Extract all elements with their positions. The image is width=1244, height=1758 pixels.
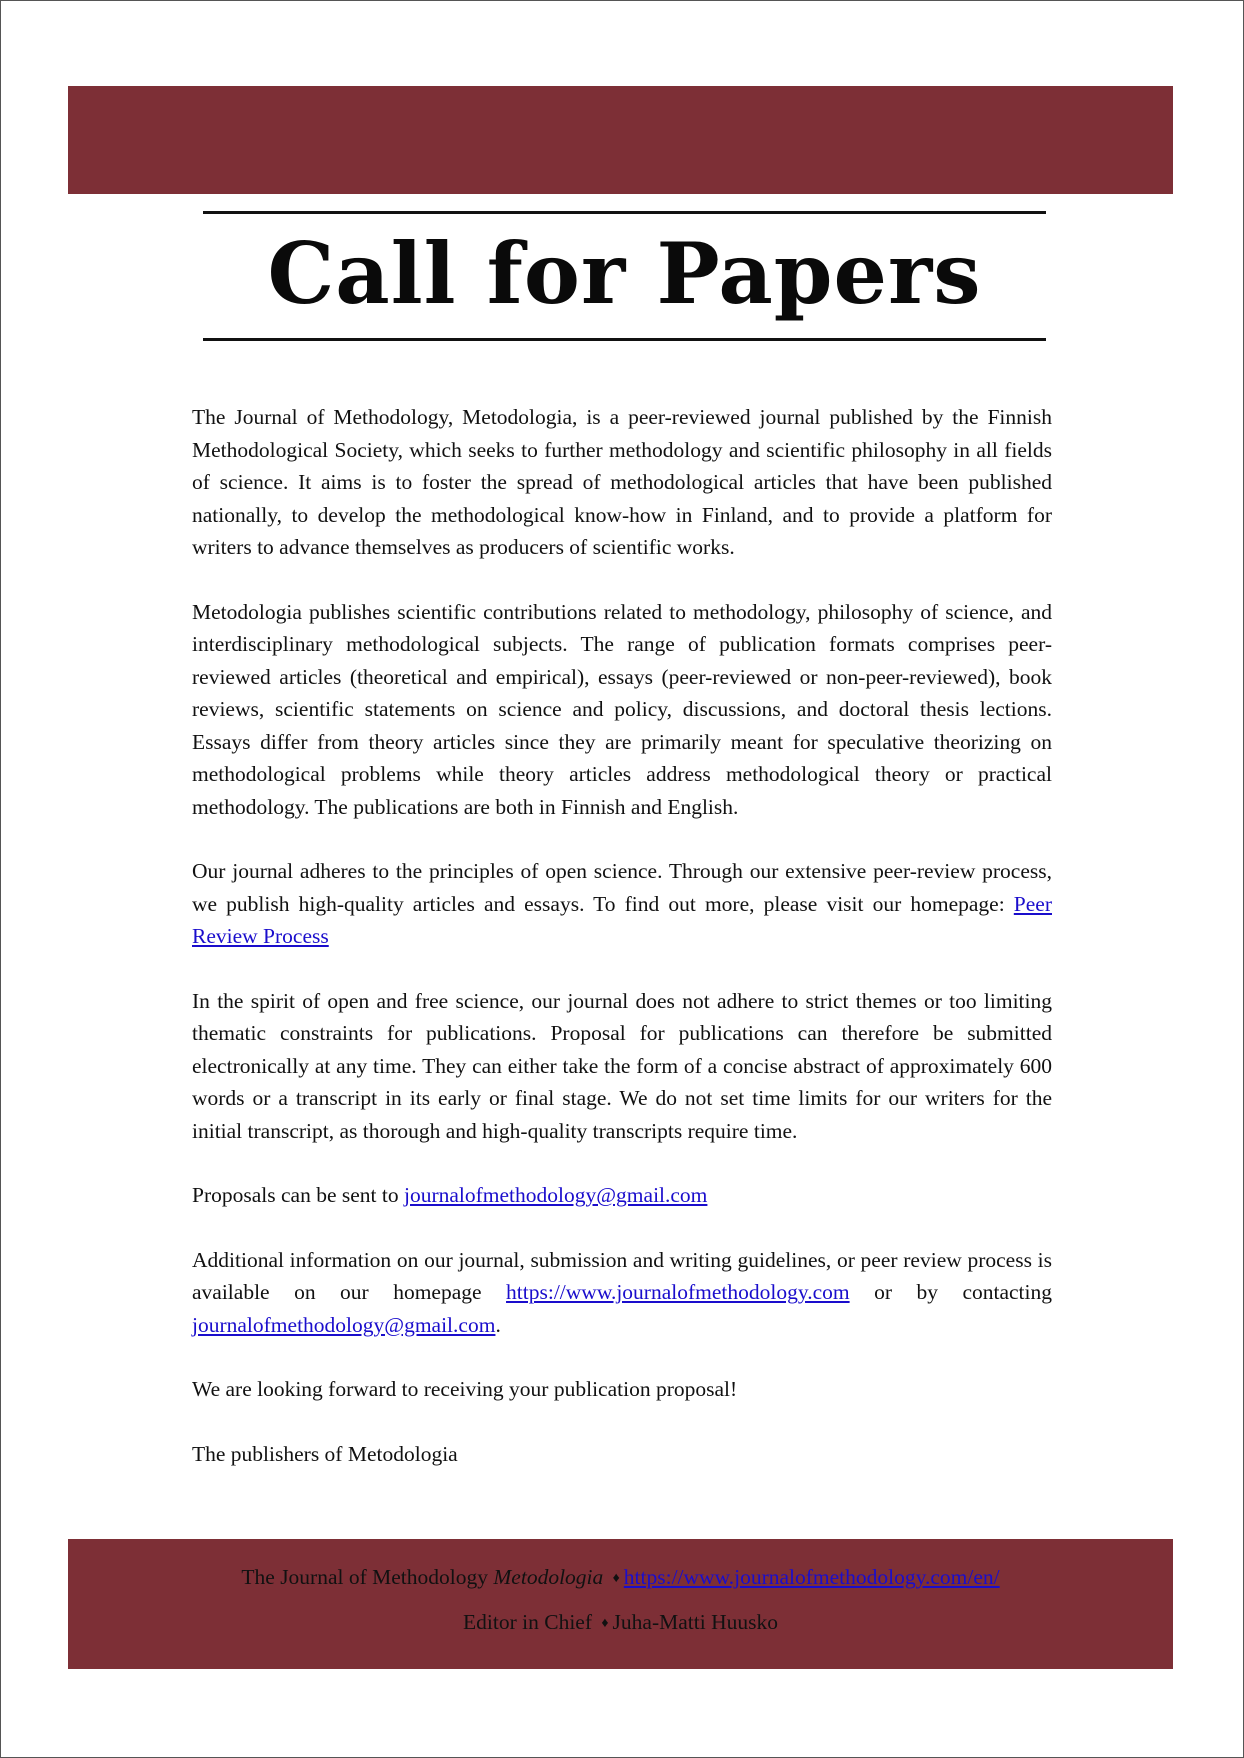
additional-info-period: . xyxy=(495,1312,501,1337)
paragraph-additional-info xyxy=(192,1244,1052,1342)
diamond-icon: ♦ xyxy=(612,1571,620,1586)
paragraph-open-science xyxy=(192,855,1052,953)
page-title: Call for Papers xyxy=(267,224,982,323)
header-band xyxy=(68,86,1173,194)
additional-info-text-2: or by contacting xyxy=(849,1280,1052,1304)
homepage-link[interactable]: https://www.journalofmethodology.com xyxy=(506,1280,850,1304)
email-link[interactable]: journalofmethodology@gmail.com xyxy=(403,1183,708,1207)
additional-info-text: Additional information on our journal, submission and writing guidelines, or peer review process is available on our homepage xyxy=(192,1247,1052,1304)
title-rule-bottom xyxy=(203,338,1046,341)
footer-url-link[interactable]: https://www.journalofmethodology.com/en/ xyxy=(623,1565,1000,1589)
title-rule-top xyxy=(203,211,1046,214)
footer-editor-name: Juha-Matti Huusko xyxy=(612,1610,778,1634)
diamond-icon: ♦ xyxy=(601,1616,609,1631)
footer-journal-line xyxy=(68,1565,1173,1590)
paragraph-publications: Metodologia publishes scientific contributions related to methodology, philosophy of science, and interdisciplinary methodological subjects. The range of publication formats comprises peer-reviewed articles (theoretical and empirical), essays (peer-reviewed or non-peer-reviewed), book reviews, scientific statements on science and policy, discussions, and doctoral thesis lections. Essays differ from theory articles since they are primarily meant for speculative theorizing on methodological problems while theory articles address methodological theory or practical methodology. The publications are both in Finnish and English. xyxy=(192,599,1052,819)
peer-review-process-link[interactable]: Peer Review Process xyxy=(192,891,1052,948)
paragraph-proposals xyxy=(192,1179,1052,1212)
footer-editor-label: Editor in Chief xyxy=(463,1610,593,1634)
open-science-text: Our journal adheres to the principles of open science. Through our extensive peer-review process, we publish high-quality articles and essays. To find out more, please visit our homepage: xyxy=(192,859,1052,916)
footer-editor-line xyxy=(68,1610,1173,1635)
paragraph-signature: The publishers of Metodologia xyxy=(192,1441,458,1466)
footer-journal-name: The Journal of Methodology xyxy=(241,1565,494,1589)
proposals-text: Proposals can be sent to xyxy=(192,1183,404,1207)
paragraph-submission: In the spirit of open and free science, our journal does not adhere to strict themes or too limiting thematic constraints for publications. Proposal for publications can therefore be submitted electronically at any time. They can either take the form of a concise abstract of approximately 600 words or a transcript in its early or final stage. We do not set time limits for our writers for the initial transcript, as thorough and high-quality transcripts require time. xyxy=(192,988,1052,1143)
footer-journal-italic: Metodologia xyxy=(493,1565,604,1589)
body-text xyxy=(192,401,1052,1502)
paragraph-closing: We are looking forward to receiving your publication proposal! xyxy=(192,1377,738,1401)
footer-band xyxy=(68,1539,1173,1669)
contact-email-link[interactable]: journalofmethodology@gmail.com xyxy=(192,1312,496,1337)
paragraph-intro: The Journal of Methodology, Metodologia, is a peer-reviewed journal published by the Finnish Methodological Society, which seeks to further methodology and scientific philosophy in all fields of science. It aims is to foster the spread of methodological articles that have been published nationally, to develop the methodological know-how in Finland, and to provide a platform for writers to advance themselves as producers of scientific works. xyxy=(192,405,1052,559)
